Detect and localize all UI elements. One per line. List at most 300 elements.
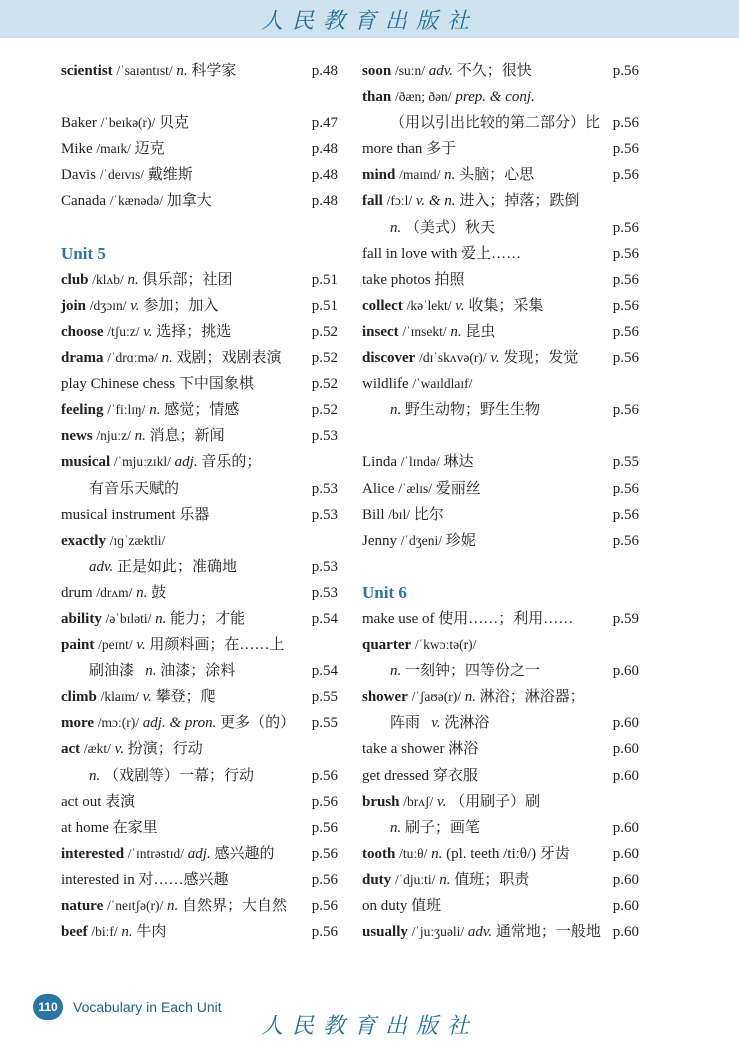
- vocab-entry: [61, 136, 338, 162]
- headword: at home: [61, 819, 109, 836]
- definition: 穿衣服: [432, 767, 478, 784]
- phonetic: /əˈbɪləti/: [105, 610, 152, 626]
- definition: 贝克: [159, 115, 190, 132]
- vocab-entry: [61, 867, 338, 893]
- entry-text: [61, 867, 229, 893]
- definition: 俱乐部；社团: [142, 271, 233, 288]
- definition: 通常地；一般地: [495, 924, 601, 941]
- headword: shower: [362, 689, 408, 706]
- definition: （戏剧等）一幕；行动: [104, 767, 255, 784]
- vocab-entry: [362, 345, 639, 371]
- entry-text: [61, 319, 231, 345]
- page-reference: p.52: [311, 350, 338, 367]
- vocab-entry: [362, 319, 639, 345]
- page-reference: p.60: [612, 871, 639, 888]
- vocab-entry: [362, 841, 639, 867]
- page-reference: p.56: [612, 63, 639, 79]
- part-of-speech: v.: [130, 297, 140, 314]
- entry-text: [61, 345, 282, 371]
- page-reference: p.53: [311, 558, 338, 575]
- entry-text: [390, 110, 600, 136]
- vocab-entry: [362, 293, 639, 319]
- vocab-entry-continuation: [61, 554, 338, 580]
- vocab-entry: [61, 345, 338, 371]
- page-number-badge: 110: [33, 994, 63, 1020]
- phonetic: /maɪk/: [96, 141, 131, 157]
- headword: play Chinese chess: [61, 376, 176, 393]
- phonetic: /ˈlɪndə/: [400, 454, 440, 470]
- page-reference: p.56: [311, 924, 338, 941]
- entry-text: [89, 658, 235, 684]
- page-reference: p.53: [311, 428, 338, 445]
- vocab-entry: [61, 919, 338, 945]
- definition: 昆虫: [465, 323, 496, 340]
- entry-text: [362, 136, 456, 162]
- entry-text: [362, 188, 579, 214]
- headword: collect: [362, 297, 403, 314]
- vocab-entry-continuation: [61, 763, 338, 789]
- entry-text: [390, 215, 495, 241]
- part-of-speech: n.: [121, 924, 133, 941]
- page-reference: p.47: [311, 115, 338, 132]
- definition: 多于: [426, 141, 457, 158]
- page-reference: p.56: [311, 845, 338, 862]
- definition: 戴维斯: [147, 167, 193, 184]
- definition: 感兴趣的: [214, 845, 275, 862]
- phonetic: /ˈdrɑːmə/: [107, 350, 158, 366]
- entry-text: [61, 502, 209, 528]
- entry-text: [61, 815, 158, 841]
- entry-text: [61, 449, 261, 475]
- page-reference: p.56: [311, 793, 338, 810]
- part-of-speech: prep. & conj.: [455, 89, 535, 106]
- spacer: [61, 84, 338, 110]
- entry-text: [362, 319, 495, 345]
- vocab-entry-continuation: [61, 476, 338, 502]
- phonetic: /ˈkænədə/: [109, 193, 163, 209]
- headword: nature: [61, 898, 104, 914]
- part-of-speech: n.: [390, 402, 402, 419]
- phonetic: /ˈælɪs/: [398, 480, 432, 496]
- phonetic: /njuːz/: [96, 428, 131, 444]
- vocab-entry-continuation: [362, 397, 639, 423]
- part-of-speech: adv.: [467, 924, 493, 941]
- vocab-entry-continuation: [362, 658, 639, 684]
- part-of-speech: n.: [390, 219, 402, 236]
- part-of-speech: v.: [142, 689, 152, 706]
- vocab-entry: [362, 528, 639, 554]
- phonetic: /ðæn; ðən/: [394, 89, 452, 105]
- page-reference: p.52: [311, 323, 338, 340]
- vocab-entry: [362, 188, 639, 214]
- definition: 拍照: [434, 271, 465, 288]
- definition: 值班: [411, 898, 442, 914]
- headword: interested in: [61, 871, 135, 888]
- part-of-speech: n.: [439, 871, 451, 888]
- definition: 淋浴；淋浴器；: [479, 689, 585, 706]
- page-reference: p.56: [612, 115, 639, 132]
- definition: 值班；职责: [454, 871, 530, 888]
- headword: insect: [362, 323, 399, 340]
- vocab-entry: [61, 267, 338, 293]
- entry-text: [362, 684, 585, 710]
- entry-text: [362, 789, 540, 815]
- vocab-entry-continuation: [362, 110, 639, 136]
- spacer: [61, 215, 338, 241]
- vocab-entry: [362, 632, 639, 658]
- vocab-entry: [61, 293, 338, 319]
- part-of-speech: v.: [490, 350, 500, 367]
- definition: 表演: [105, 793, 136, 810]
- headword: on duty: [362, 898, 408, 914]
- vocab-entry: [61, 684, 338, 710]
- entry-text: [89, 763, 254, 789]
- part-of-speech: n.: [149, 402, 161, 419]
- vocab-entry: [362, 502, 639, 528]
- entry-text: [390, 397, 540, 423]
- vocab-entry: [61, 528, 338, 554]
- part-of-speech: v.: [143, 323, 153, 340]
- definition: 收集；采集: [468, 297, 544, 314]
- phonetic: /ˈdjuːti/: [394, 871, 436, 887]
- page-reference: p.48: [311, 63, 338, 79]
- definition: 加拿大: [166, 193, 212, 210]
- vocab-entry: [362, 58, 639, 84]
- part-of-speech: adj.: [187, 845, 211, 862]
- headword: climb: [61, 689, 97, 706]
- page-reference: p.51: [311, 297, 338, 314]
- vocab-entry: [61, 736, 338, 762]
- spacer: [362, 554, 639, 580]
- headword: discover: [362, 350, 416, 367]
- headword: Canada: [61, 193, 106, 210]
- page-reference: p.56: [612, 350, 639, 367]
- entry-text: [61, 893, 287, 919]
- definition: 发现；发觉: [503, 350, 579, 367]
- vocab-entry: [61, 371, 338, 397]
- definition: 戏剧；戏剧表演: [176, 350, 282, 367]
- headword: drama: [61, 350, 104, 367]
- vocab-entry: [61, 502, 338, 528]
- definition: 刷子；画笔: [405, 819, 481, 836]
- part-of-speech: n.: [450, 323, 462, 340]
- part-of-speech: v.: [114, 741, 124, 758]
- page-reference: p.56: [612, 245, 639, 262]
- unit-heading-text: Unit 5: [61, 243, 106, 263]
- headword: Linda: [362, 454, 397, 471]
- vocab-entry-continuation: [362, 815, 639, 841]
- vocab-entry: [362, 267, 639, 293]
- headword: news: [61, 428, 93, 445]
- entry-text: [89, 554, 237, 580]
- entry-text: [61, 841, 274, 867]
- vocab-entry: [61, 580, 338, 606]
- definition: 野生动物；野生生物: [405, 402, 541, 419]
- phonetic: /tʃuːz/: [107, 323, 140, 339]
- unit-heading-text: Unit 6: [362, 582, 407, 602]
- headword: club: [61, 271, 89, 288]
- vocab-entry: [362, 893, 639, 919]
- entry-text: [61, 293, 218, 319]
- entry-text: [61, 136, 165, 162]
- definition: 珍妮: [445, 532, 476, 549]
- entry-text: [362, 606, 573, 632]
- definition: （用刷子）刷: [450, 793, 541, 810]
- vocab-entry: [362, 136, 639, 162]
- headword: more than: [362, 141, 423, 158]
- definition: 消息；新闻: [149, 428, 225, 445]
- page-reference: p.56: [612, 323, 639, 340]
- page-reference: p.59: [612, 610, 639, 627]
- part-of-speech: v.: [437, 793, 447, 810]
- headword: fall: [362, 193, 383, 210]
- phonetic: /dʒɔɪn/: [89, 297, 127, 313]
- vocab-entry: [362, 867, 639, 893]
- entry-text: [61, 110, 189, 136]
- phonetic: /ˈdʒeni/: [400, 532, 442, 548]
- vocab-entry: [61, 893, 338, 919]
- headword: Alice: [362, 480, 395, 497]
- definition: 对……感兴趣: [138, 871, 229, 888]
- entry-text: [61, 789, 135, 815]
- vocab-entry: [61, 789, 338, 815]
- phonetic: /ˈwaɪldlaɪf/: [412, 376, 473, 392]
- phonetic: /ˈɪntrəstɪd/: [127, 845, 185, 861]
- headword: Jenny: [362, 532, 397, 549]
- entry-text: [61, 162, 193, 188]
- vocab-entry: [362, 684, 639, 710]
- page-reference: p.55: [612, 454, 639, 471]
- entry-text: [61, 528, 165, 554]
- page-reference: p.60: [612, 845, 639, 862]
- entry-text: [61, 684, 216, 710]
- entry-text: [362, 293, 543, 319]
- entry-text: [89, 476, 179, 502]
- part-of-speech: n.: [464, 689, 476, 706]
- entry-text: [362, 267, 465, 293]
- vocab-entry: [362, 476, 639, 502]
- entry-text: [362, 58, 532, 84]
- vocab-entry: [61, 188, 338, 214]
- definition: (pl. teeth /tiːθ/) 牙齿: [446, 845, 570, 862]
- entry-text: [362, 345, 578, 371]
- part-of-speech: n.: [444, 167, 456, 184]
- headword: duty: [362, 871, 392, 888]
- definition: 头脑；心思: [459, 167, 535, 184]
- entry-text: [362, 841, 570, 867]
- headword: act: [61, 741, 81, 758]
- entry-text: [61, 606, 245, 632]
- entry-text: [390, 815, 480, 841]
- part-of-speech: n.: [390, 663, 402, 680]
- phonetic: /ˈneɪtʃə(r)/: [106, 898, 164, 913]
- vocab-entry: [61, 58, 338, 84]
- phonetic: /biːf/: [91, 924, 118, 940]
- headword: brush: [362, 793, 400, 810]
- definition: 油漆；涂料: [160, 663, 236, 680]
- phonetic: /ˈsaɪəntɪst/: [116, 63, 173, 78]
- headword: scientist: [61, 63, 113, 79]
- vocab-entry: [61, 319, 338, 345]
- headword: get dressed: [362, 767, 430, 784]
- definition: 乐器: [179, 506, 210, 523]
- headword: usually: [362, 924, 408, 941]
- definition: 有音乐天赋的: [89, 480, 180, 497]
- definition: 参加；加入: [143, 297, 219, 314]
- vocab-entry: [362, 371, 639, 397]
- definition: 一刻钟；四等份之一: [405, 663, 541, 680]
- headword: Mike: [61, 141, 93, 158]
- headword: take a shower: [362, 741, 445, 758]
- headword: tooth: [362, 845, 396, 862]
- part-of-speech: n.: [166, 898, 179, 914]
- page-reference: p.48: [311, 141, 338, 158]
- page-reference: p.60: [612, 819, 639, 836]
- part-of-speech: n.: [155, 610, 167, 627]
- headword: Davis: [61, 167, 96, 184]
- vocab-entry: [362, 241, 639, 267]
- vocab-entry: [362, 789, 639, 815]
- page-reference: p.54: [311, 663, 338, 680]
- page-reference: p.54: [311, 610, 338, 627]
- phonetic: /ˈfiːlɪŋ/: [107, 402, 146, 418]
- phonetic: /ækt/: [83, 741, 111, 757]
- phonetic: /ˈdeɪvɪs/: [99, 167, 144, 183]
- page-reference: p.52: [311, 402, 338, 419]
- vocab-column-left: [61, 58, 338, 945]
- headword: beef: [61, 924, 88, 941]
- phonetic: /ɪɡˈzæktli/: [109, 532, 166, 548]
- definition: 鼓: [151, 584, 167, 601]
- entry-text: [362, 528, 476, 554]
- definition: 洗淋浴: [444, 715, 490, 732]
- vocab-column-right: [362, 58, 639, 945]
- entry-text: [61, 58, 236, 84]
- page-reference: p.60: [612, 924, 639, 941]
- headword: fall in love with: [362, 245, 458, 262]
- page-reference: p.56: [311, 767, 338, 784]
- page-reference: p.60: [612, 741, 639, 758]
- page-reference: p.56: [612, 219, 639, 236]
- vocab-entry: [61, 841, 338, 867]
- phonetic: /klaɪm/: [100, 689, 139, 705]
- entry-text: [61, 371, 254, 397]
- definition: 自然界；大自然: [181, 898, 287, 914]
- entry-text: [61, 736, 203, 762]
- part-of-speech: adv.: [89, 558, 114, 575]
- definition: 牛肉: [136, 924, 167, 941]
- entry-text: [362, 763, 478, 789]
- phonetic: /mɔː(r)/: [97, 715, 140, 731]
- part-of-speech: n.: [145, 663, 157, 680]
- phonetic: /ˈkwɔːtə(r)/: [414, 637, 477, 653]
- entry-text: [362, 84, 535, 110]
- page-reference: p.52: [311, 376, 338, 393]
- part-of-speech: v. & n.: [415, 193, 456, 210]
- vocab-entry: [362, 162, 639, 188]
- headword: ability: [61, 610, 102, 627]
- page-reference: p.56: [311, 871, 338, 888]
- phonetic: /ˈmjuːzɪkl/: [113, 454, 171, 470]
- definition: 正是如此；准确地: [117, 558, 238, 575]
- entry-text: [61, 267, 233, 293]
- entry-text: [362, 736, 478, 762]
- page-reference: p.53: [311, 480, 338, 497]
- page-reference: p.56: [612, 480, 639, 497]
- page-reference: p.60: [612, 663, 639, 680]
- definition: 扮演；行动: [127, 741, 203, 758]
- page-reference: p.56: [612, 141, 639, 158]
- entry-text: [61, 397, 239, 423]
- definition: 淋浴: [448, 741, 479, 758]
- page-reference: p.51: [311, 271, 338, 288]
- page-reference: p.53: [311, 584, 338, 601]
- headword: mind: [362, 167, 396, 184]
- headword: soon: [362, 63, 392, 79]
- unit-heading: [362, 580, 639, 606]
- vocab-entry: [61, 449, 338, 475]
- page-reference: p.53: [311, 506, 338, 523]
- entry-text: [61, 710, 295, 736]
- entry-text: [390, 710, 489, 736]
- page-reference: p.60: [612, 767, 639, 784]
- entry-text: [61, 423, 225, 449]
- page-reference: p.56: [612, 297, 639, 314]
- definition: 更多（的）: [220, 715, 296, 732]
- definition: 感觉；情感: [164, 402, 240, 419]
- headword: more: [61, 715, 95, 732]
- definition: 使用……；利用……: [438, 610, 574, 627]
- definition: 比尔: [413, 506, 444, 523]
- entry-text: [61, 919, 166, 945]
- definition: （美式）秋天: [405, 219, 496, 236]
- definition: 进入；掉落；跌倒: [459, 193, 580, 210]
- spacer: [362, 423, 639, 449]
- vocab-entry: [61, 162, 338, 188]
- page-reference: p.48: [311, 167, 338, 184]
- entry-text: [362, 241, 521, 267]
- phonetic: /ˈʃaʊə(r)/: [411, 689, 461, 705]
- headword: act out: [61, 793, 102, 810]
- phonetic: /dɪˈskʌvə(r)/: [419, 350, 487, 366]
- vocab-entry: [362, 84, 639, 110]
- headword: musical instrument: [61, 506, 176, 523]
- phonetic: /tuːθ/: [399, 845, 428, 861]
- headword: make use of: [362, 610, 435, 627]
- vocab-entry: [61, 632, 338, 658]
- definition: 选择；挑选: [156, 323, 232, 340]
- footer-title: Vocabulary in Each Unit: [73, 999, 222, 1015]
- definition: 下中国象棋: [178, 376, 254, 393]
- entry-text: [390, 658, 540, 684]
- headword: take photos: [362, 271, 431, 288]
- entry-text: [362, 162, 534, 188]
- vocab-entry: [362, 449, 639, 475]
- part-of-speech: adj. & pron.: [142, 715, 217, 732]
- definition: 科学家: [191, 63, 237, 79]
- definition: 迈克: [134, 141, 165, 158]
- headword: paint: [61, 637, 95, 654]
- page-reference: p.55: [311, 689, 338, 706]
- unit-heading: [61, 241, 338, 267]
- entry-text: [362, 502, 444, 528]
- phonetic: /ˈbeɪkə(r)/: [100, 115, 156, 131]
- page-reference: p.60: [612, 898, 639, 914]
- headword: wildlife: [362, 376, 409, 393]
- headword: feeling: [61, 402, 104, 419]
- part-of-speech: n.: [127, 271, 139, 288]
- vocab-entry-continuation: [61, 658, 338, 684]
